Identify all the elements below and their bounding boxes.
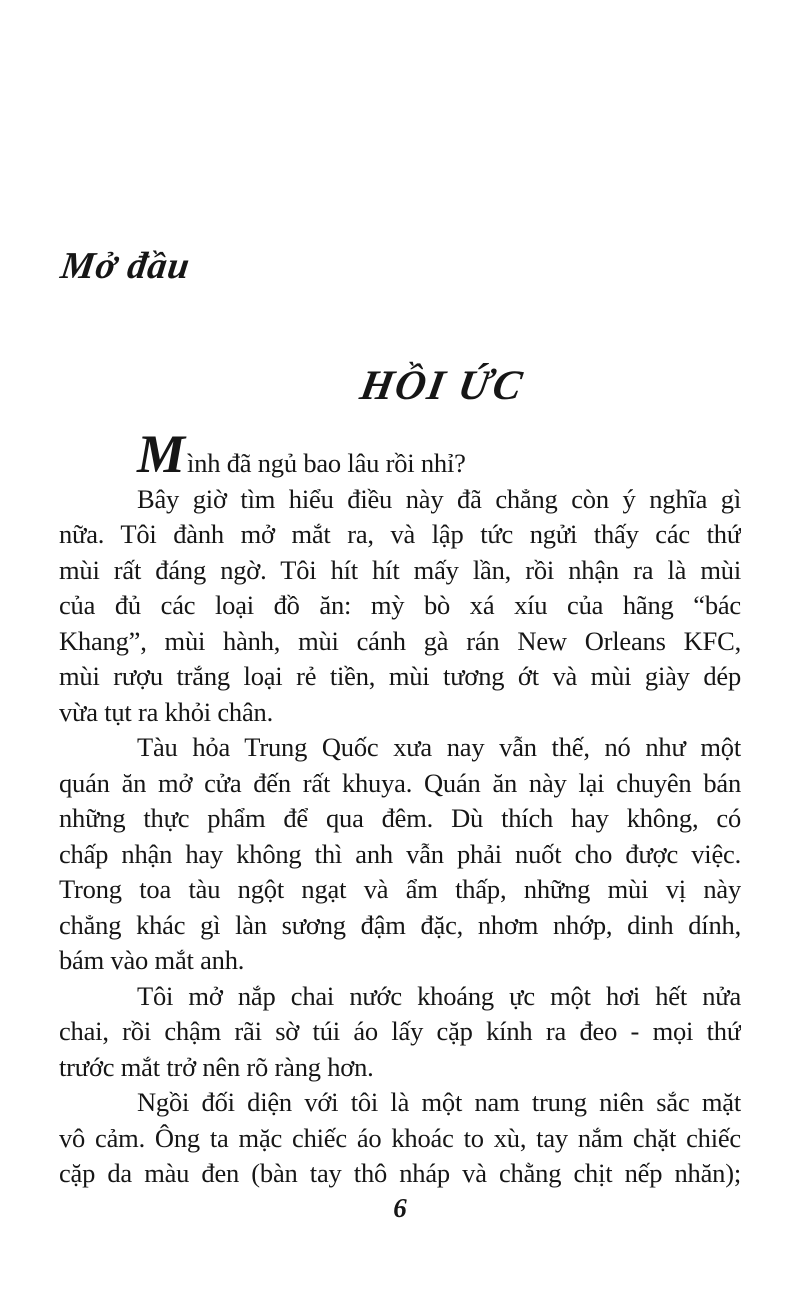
section-label: Mở đầu xyxy=(58,245,193,287)
page-number: 6 xyxy=(393,1193,407,1223)
text-line: mùi rượu trắng loại rẻ tiền, mùi tương ớt và mùi giày dép xyxy=(59,661,741,691)
text-line: mùi rất đáng ngờ. Tôi hít hít mấy lần, rồi nhận ra là mùi xyxy=(59,554,741,585)
text-line: vô cảm. Ông ta mặc chiếc áo khoác to xù, tay nắm chặt chiếc xyxy=(59,1122,741,1153)
text-line: chấp nhận hay không thì anh vẫn phải nuốt cho được việc. xyxy=(59,838,741,869)
text-line: nữa. Tôi đành mở mắt ra, và lập tức ngửi thấy các thứ xyxy=(59,519,741,549)
text-line: trước mắt trở nên rõ ràng hơn. xyxy=(59,1051,374,1082)
drop-cap-letter: M xyxy=(137,424,186,484)
body-text xyxy=(59,424,741,1192)
text-line: chẳng khác gì làn sương đậm đặc, nhơm nhớp, dinh dính, xyxy=(59,909,741,940)
chapter-title: HỒI ỨC xyxy=(356,363,528,409)
text-line: Tàu hỏa Trung Quốc xưa nay vẫn thế, nó như một xyxy=(137,732,741,762)
text-line: Tôi mở nắp chai nước khoáng ực một hơi hết nửa xyxy=(137,980,741,1011)
text-line: bám vào mắt anh. xyxy=(59,945,245,975)
text-line: Mình đã ngủ bao lâu rồi nhỉ? xyxy=(137,424,466,484)
text-line: những thực phẩm để qua đêm. Dù thích hay không, có xyxy=(59,803,741,833)
text-line: của đủ các loại đồ ăn: mỳ bò xá xíu của hãng “bác xyxy=(59,590,741,620)
text-line: Khang”, mùi hành, mùi cánh gà rán New Orleans KFC, xyxy=(59,625,741,656)
text-line: chai, rồi chậm rãi sờ túi áo lấy cặp kính ra đeo - mọi thứ xyxy=(59,1016,741,1046)
text-line: vừa tụt ra khỏi chân. xyxy=(59,696,273,727)
text-line: Trong toa tàu ngột ngạt và ẩm thấp, những mùi vị này xyxy=(59,874,741,904)
text-line: Ngồi đối diện với tôi là một nam trung niên sắc mặt xyxy=(137,1087,741,1117)
text-line: cặp da màu đen (bàn tay thô nháp và chằng chịt nếp nhăn); xyxy=(59,1158,741,1188)
text-line: quán ăn mở cửa đến rất khuya. Quán ăn này lại chuyên bán xyxy=(59,767,741,798)
text-line: Bây giờ tìm hiểu điều này đã chẳng còn ý nghĩa gì xyxy=(137,483,741,514)
